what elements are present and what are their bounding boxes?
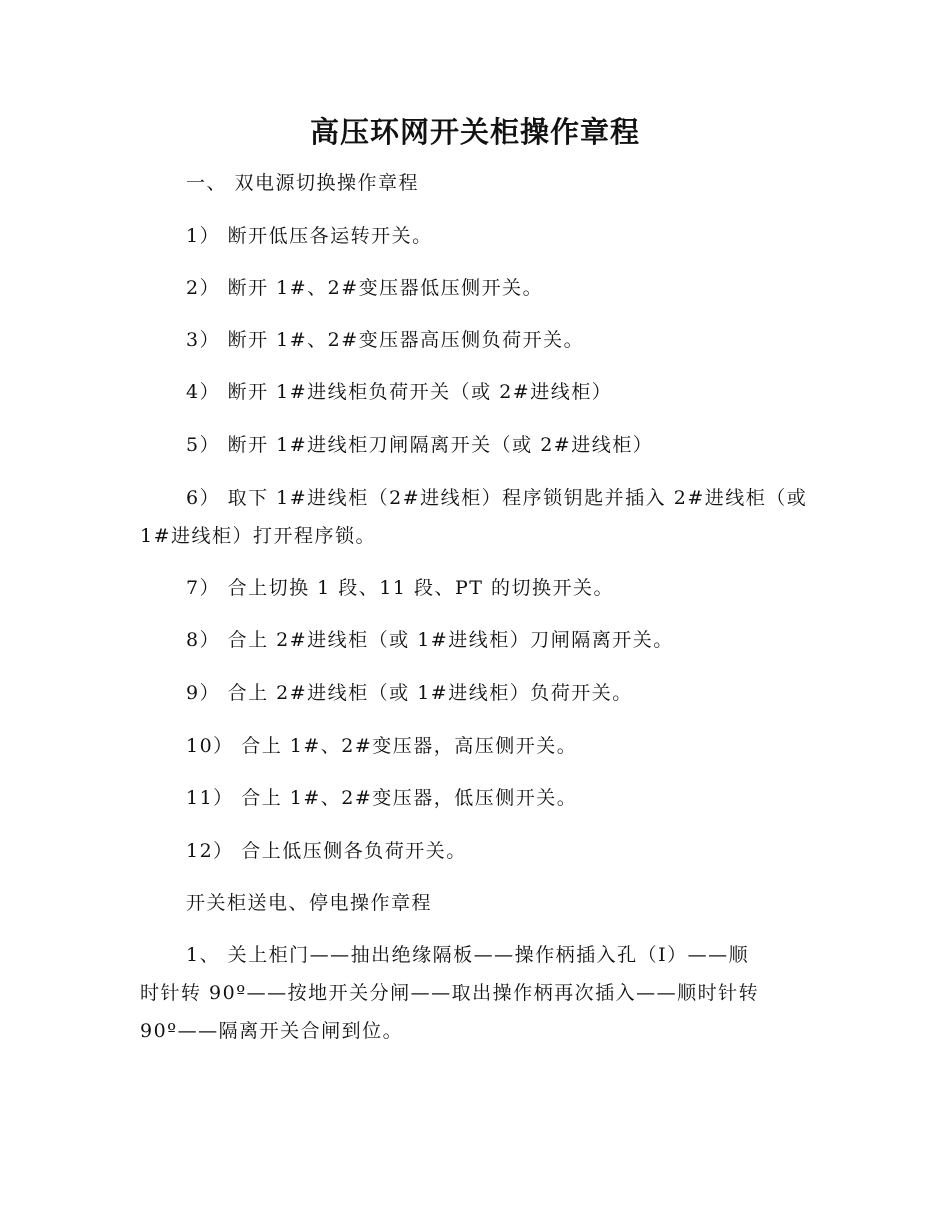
step-item-continued: 1#进线柜）打开程序锁。 [140,525,377,547]
step-item: 9） 合上 2#进线柜（或 1#进线柜）负荷开关。 [186,682,633,704]
step-item: 10） 合上 1#、2#变压器，高压侧开关。 [186,735,578,757]
section-heading: 一、 双电源切换操作章程 [186,172,420,194]
step-item: 1） 断开低压各运转开关。 [186,225,433,247]
procedure-line: 时针转 90º——按地开关分闸——取出操作柄再次插入——顺时针转 [140,982,760,1004]
procedure-line: 1、 关上柜门——抽出绝缘隔板——操作柄插入孔（Ⅰ）——顺 [186,944,750,966]
step-item: 7） 合上切换 1 段、11 段、PT 的切换开关。 [186,577,615,599]
section-heading-2: 开关柜送电、停电操作章程 [186,892,433,914]
step-item: 6） 取下 1#进线柜（2#进线柜）程序锁钥匙并插入 2#进线柜（或 [186,487,808,509]
step-item: 5） 断开 1#进线柜刀闸隔离开关（或 2#进线柜） [186,434,654,456]
step-item: 12） 合上低压侧各负荷开关。 [186,840,467,862]
step-item: 11） 合上 1#、2#变压器，低压侧开关。 [186,787,578,809]
document-title: 高压环网开关柜操作章程 [309,115,640,149]
procedure-line: 90º——隔离开关合闸到位。 [140,1020,404,1042]
step-item: 4） 断开 1#进线柜负荷开关（或 2#进线柜） [186,381,613,403]
step-item: 8） 合上 2#进线柜（或 1#进线柜）刀闸隔离开关。 [186,629,674,651]
step-item: 2） 断开 1#、2#变压器低压侧开关。 [186,277,544,299]
step-item: 3） 断开 1#、2#变压器高压侧负荷开关。 [186,329,585,351]
